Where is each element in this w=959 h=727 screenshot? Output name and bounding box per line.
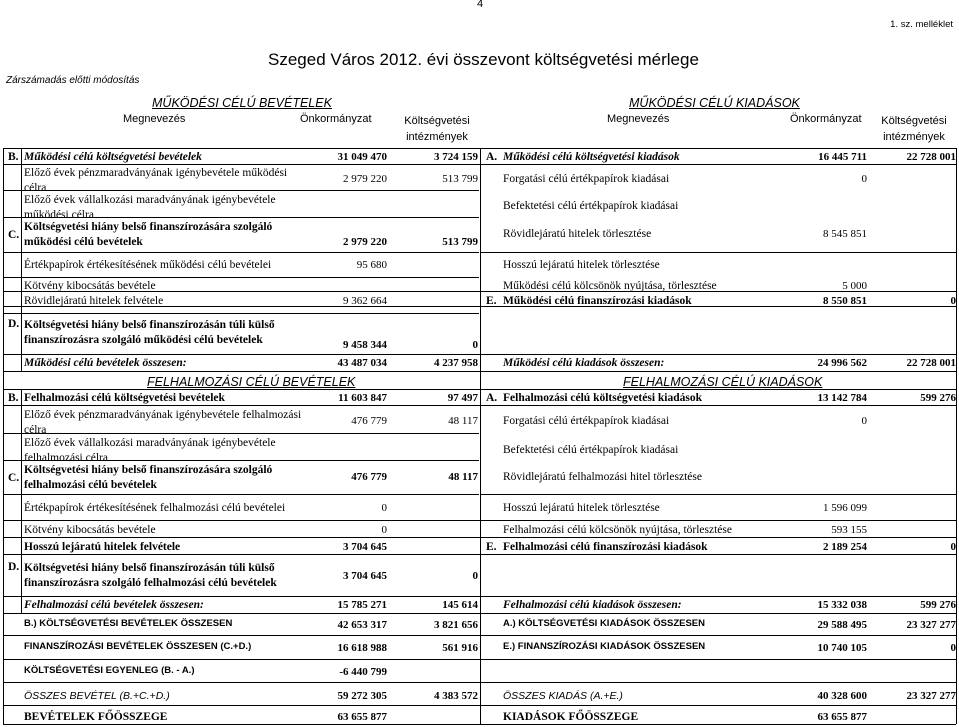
capital-income-header: FELHALMOZÁSI CÉLÚ BEVÉTELEK <box>147 375 356 389</box>
summary-label: KIADÁSOK FŐÖSSZEGE <box>503 711 639 723</box>
summary-value-government: 42 653 317 <box>337 619 387 631</box>
divider-line <box>3 148 4 724</box>
summary-value-government: -6 440 799 <box>339 666 387 678</box>
row-label: Költségvetési hiány belső finanszírozásán túli külső finanszírozásra szolgáló felhalmozási célú bevételek <box>24 562 277 589</box>
row-label: Működési célú finanszírozási kiadások <box>503 295 692 307</box>
value-government: 11 603 847 <box>338 392 387 404</box>
summary-value-government: 40 328 600 <box>817 690 867 702</box>
value-institutions: 22 728 001 <box>906 151 956 163</box>
operating-expense-header: MŰKÖDÉSI CÉLÚ KIADÁSOK <box>629 96 800 110</box>
summary-label: E.) FINANSZÍROZÁSI KIADÁSOK ÖSSZESEN <box>503 641 706 652</box>
summary-value-government: 63 655 877 <box>817 711 867 723</box>
col-header-inst-right: Költségvetési intézmények <box>881 115 947 143</box>
summary-value-institutions: 561 916 <box>442 642 478 654</box>
summary-value-government: 10 740 105 <box>817 642 867 654</box>
page-number: 4 <box>477 0 484 10</box>
operating-income-header: MŰKÖDÉSI CÉLÚ BEVÉTELEK <box>152 96 332 110</box>
col-header-name-right: Megnevezés <box>607 113 670 125</box>
row-label: Előző évek vállalkozási maradványának igénybevétele működési célra <box>24 194 276 221</box>
row-label: Forgatási célú értékpapírok kiadásai <box>503 415 670 427</box>
summary-value-government: 63 655 877 <box>337 711 387 723</box>
summary-value-institutions: 23 327 277 <box>906 619 956 631</box>
value-institutions: 599 276 <box>920 392 956 404</box>
rule-line <box>480 252 956 253</box>
value-institutions: 513 799 <box>442 236 478 248</box>
row-label: Befektetési célú értékpapírok kiadásai <box>503 444 679 456</box>
row-label: Hosszú lejáratú hitelek törlesztése <box>503 502 660 514</box>
value-government: 476 779 <box>351 471 387 483</box>
divider-line <box>21 389 22 613</box>
value-institutions: 0 <box>472 339 478 351</box>
rule-line <box>3 460 479 461</box>
value-government: 0 <box>861 173 867 185</box>
value-institutions: 48 117 <box>448 471 478 483</box>
subtitle: Zárszámadás előtti módosítás <box>6 75 140 86</box>
value-government: 593 155 <box>831 524 867 536</box>
row-code: D. <box>8 318 20 330</box>
value-institutions: 3 724 159 <box>434 151 478 163</box>
row-label: Előző évek vállalkozási maradványának igénybevétele felhalmozási célra <box>24 437 276 464</box>
col-header-gov-left: Önkormányzat <box>300 113 372 125</box>
value-government: 8 550 851 <box>823 295 867 307</box>
value-government: 2 189 254 <box>823 541 867 553</box>
row-label: Rövidlejáratú hitelek törlesztése <box>503 228 652 240</box>
summary-value-government: 16 618 988 <box>337 642 387 654</box>
rule-line <box>3 190 479 191</box>
value-institutions: 97 497 <box>447 392 478 404</box>
row-label: Működési célú kölcsönök nyújtása, törlesztése <box>503 280 717 292</box>
value-institutions: 513 799 <box>442 173 478 185</box>
row-label: Működési célú bevételek összesen: <box>24 357 187 369</box>
value-institutions: 599 276 <box>920 599 956 611</box>
divider-line <box>956 148 957 724</box>
value-institutions: 0 <box>950 295 956 307</box>
row-label: Költségvetési hiány belső finanszírozásán túli külső finanszírozásra szolgáló működési célú bevételek <box>24 319 275 346</box>
summary-label: KÖLTSÉGVETÉSI EGYENLEG (B. - A.) <box>24 665 195 676</box>
row-label: Előző évek pénzmaradványának igénybevétele működési célra <box>24 167 288 194</box>
row-label: Kötvény kibocsátás bevétele <box>24 524 156 536</box>
rule-line <box>3 277 479 278</box>
value-government: 3 704 645 <box>343 570 387 582</box>
divider-line <box>21 148 22 372</box>
value-government: 2 979 220 <box>343 173 387 185</box>
value-government: 24 996 562 <box>817 357 867 369</box>
value-government: 9 458 344 <box>343 339 387 351</box>
rule-line <box>3 494 479 495</box>
summary-label: A.) KÖLTSÉGVETÉSI KIADÁSOK ÖSSZESEN <box>503 618 705 629</box>
rule-line <box>3 724 956 725</box>
value-government: 1 596 099 <box>823 502 867 514</box>
value-government: 95 680 <box>356 259 387 271</box>
summary-label: B.) KÖLTSÉGVETÉSI BEVÉTELEK ÖSSZESEN <box>24 618 233 629</box>
rule-line <box>3 252 479 253</box>
row-label: Befektetési célú értékpapírok kiadásai <box>503 200 679 212</box>
value-government: 8 545 851 <box>823 228 867 240</box>
value-government: 0 <box>861 415 867 427</box>
row-label: Működési célú költségvetési bevételek <box>24 151 202 163</box>
row-label: Hosszú lejáratú hitelek törlesztése <box>503 259 660 271</box>
row-code: C. <box>8 472 20 484</box>
row-label: Működési célú költségvetési kiadások <box>503 151 680 163</box>
row-code: B. <box>8 151 19 163</box>
page-title: Szeged Város 2012. évi összevont költségvetési mérlege <box>268 50 699 69</box>
row-code: A. <box>486 151 498 163</box>
rule-line <box>3 433 479 434</box>
value-institutions: 0 <box>472 570 478 582</box>
row-label: Rövidlejáratú felhalmozási hitel törlesztése <box>503 471 702 483</box>
row-label: Felhalmozási célú költségvetési kiadások <box>503 392 703 404</box>
row-label: Értékpapírok értékesítésének működési célú bevételei <box>24 259 272 271</box>
col-header-gov-right: Önkormányzat <box>790 113 862 125</box>
row-label: Költségvetési hiány belső finanszírozására szolgáló felhalmozási célú bevételek <box>24 464 273 491</box>
row-code: E. <box>486 295 497 307</box>
summary-label: ÖSSZES KIADÁS (A.+E.) <box>503 690 623 702</box>
value-government: 2 979 220 <box>343 236 387 248</box>
row-label: Működési célú kiadások összesen: <box>503 357 665 369</box>
summary-value-institutions: 0 <box>950 642 956 654</box>
row-label: Kötvény kibocsátás bevétele <box>24 280 156 292</box>
row-label: Felhalmozási célú finanszírozási kiadások <box>503 541 708 553</box>
value-government: 5 000 <box>842 280 867 292</box>
row-label: Hosszú lejáratú hitelek felvétele <box>24 541 181 553</box>
row-code: D. <box>8 561 20 573</box>
col-header-inst-left: Költségvetési intézmények <box>404 115 470 143</box>
summary-value-government: 59 272 305 <box>337 690 387 702</box>
row-label: Forgatási célú értékpapírok kiadásai <box>503 173 670 185</box>
row-label: Felhalmozási célú kiadások összesen: <box>503 599 682 611</box>
rule-line <box>3 217 479 218</box>
value-government: 3 704 645 <box>343 541 387 553</box>
value-government: 0 <box>381 502 387 514</box>
divider-line <box>480 148 481 724</box>
value-government: 43 487 034 <box>337 357 387 369</box>
row-code: B. <box>8 392 19 404</box>
value-institutions: 0 <box>950 541 956 553</box>
row-label: Felhalmozási célú bevételek összesen: <box>24 599 204 611</box>
row-label: Értékpapírok értékesítésének felhalmozási célú bevételei <box>24 502 286 514</box>
summary-value-institutions: 23 327 277 <box>906 690 956 702</box>
value-government: 9 362 664 <box>343 295 387 307</box>
summary-label: BEVÉTELEK FŐÖSSZEGE <box>24 711 168 723</box>
value-government: 15 332 038 <box>817 599 867 611</box>
value-government: 16 445 711 <box>818 151 867 163</box>
capital-expense-header: FELHALMOZÁSI CÉLÚ KIADÁSOK <box>623 375 823 389</box>
summary-value-institutions: 4 383 572 <box>434 690 478 702</box>
rule-line <box>480 494 956 495</box>
row-code: E. <box>486 541 497 553</box>
rule-line <box>3 313 479 314</box>
col-header-name-left: Megnevezés <box>123 113 186 125</box>
summary-value-institutions: 3 821 656 <box>434 619 478 631</box>
row-code: C. <box>8 229 20 241</box>
row-label: Felhalmozási célú kölcsönök nyújtása, törlesztése <box>503 524 732 536</box>
row-label: Rövidlejáratú hitelek felvétele <box>24 295 164 307</box>
value-institutions: 48 117 <box>448 415 478 427</box>
value-government: 13 142 784 <box>817 392 867 404</box>
value-institutions: 4 237 958 <box>434 357 478 369</box>
row-label: Felhalmozási célú költségvetési bevételek <box>24 392 225 404</box>
value-government: 0 <box>381 524 387 536</box>
value-government: 476 779 <box>351 415 387 427</box>
summary-label: FINANSZÍROZÁSI BEVÉTELEK ÖSSZESEN (C.+D.) <box>24 641 252 652</box>
value-institutions: 145 614 <box>442 599 478 611</box>
row-label: Költségvetési hiány belső finanszírozására szolgáló működési célú bevételek <box>24 221 273 248</box>
row-code: A. <box>486 392 498 404</box>
value-government: 31 049 470 <box>337 151 387 163</box>
row-label: Előző évek pénzmaradványának igénybevétele felhalmozási célra <box>24 409 302 436</box>
summary-value-government: 29 588 495 <box>817 619 867 631</box>
value-government: 15 785 271 <box>337 599 387 611</box>
value-institutions: 22 728 001 <box>906 357 956 369</box>
annex-label: 1. sz. melléklet <box>890 19 953 30</box>
summary-label: ÖSSZES BEVÉTEL (B.+C.+D.) <box>24 690 170 702</box>
